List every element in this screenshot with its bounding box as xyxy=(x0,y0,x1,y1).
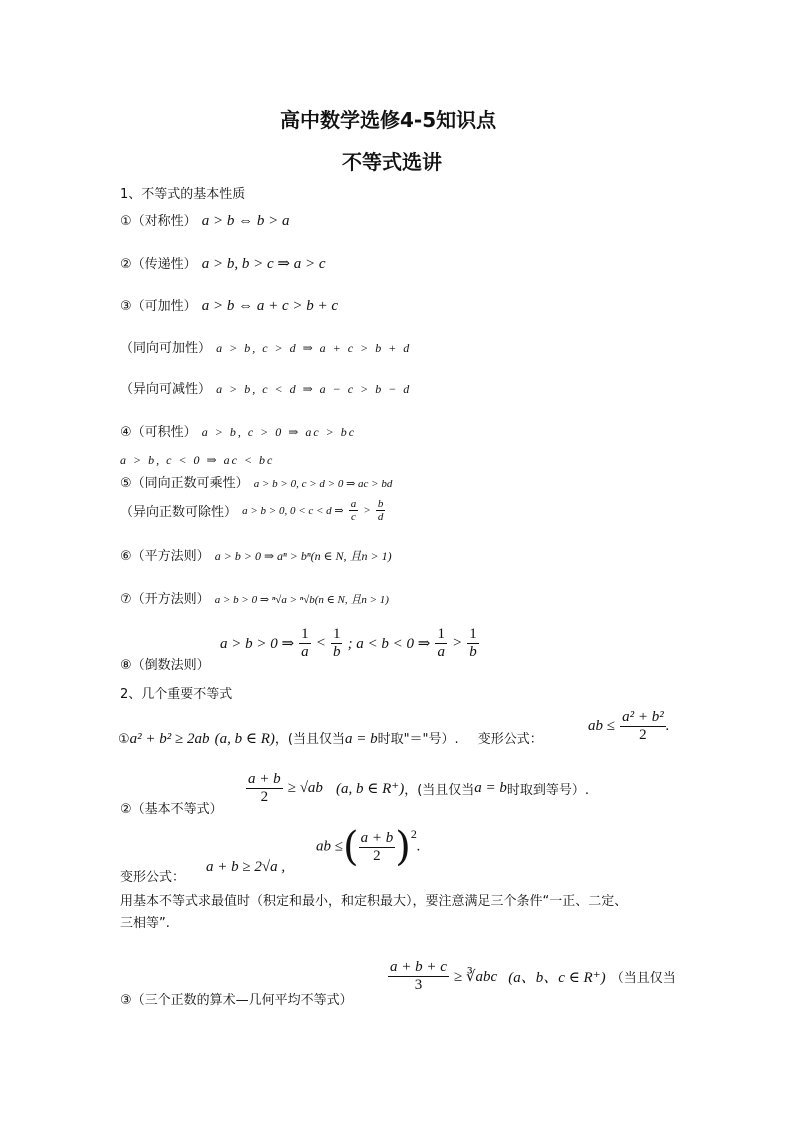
property-negative-multiplier: a > b, c < 0 ⇒ ac < bc xyxy=(120,453,275,467)
inequality-condition-equality: a = b xyxy=(344,731,378,747)
property-additivity xyxy=(120,295,338,315)
inequality-marker: ① xyxy=(118,732,130,747)
fraction-denominator: b xyxy=(469,644,477,660)
property-positive-multiplication xyxy=(120,472,392,491)
property-label: ⑥（平方法则） xyxy=(120,549,210,564)
geometric-mean: ≥ √ab xyxy=(287,780,323,796)
variant-formula-sum: a + b ≥ 2√a , xyxy=(206,859,286,875)
section-1-heading: 1、不等式的基本性质 xyxy=(120,187,246,202)
property-label: ⑤（同向正数可乘性） xyxy=(120,476,249,491)
fraction-numerator: 1 xyxy=(469,626,477,642)
inequality-condition-equality: a = b xyxy=(474,780,507,796)
cube-root-mean: ≥ ∛abc xyxy=(454,969,498,985)
inequality-2-formula xyxy=(246,771,589,806)
fraction-denominator: c xyxy=(351,511,356,523)
fraction-a-over-c xyxy=(349,498,359,523)
reciprocal-formula-part-b: ; a < b < 0 ⇒ xyxy=(347,636,431,652)
property-positive-division xyxy=(120,498,385,523)
fraction-one-over-b xyxy=(331,626,343,661)
page-title: 高中数学选修4-5知识点 xyxy=(280,108,497,132)
inequality-3-formula xyxy=(388,959,676,994)
property-reciprocal-formula xyxy=(220,626,479,661)
fraction-numerator: a + b + c xyxy=(390,959,447,975)
property-root-rule xyxy=(120,588,389,607)
less-than-sign: < xyxy=(315,635,326,651)
period: . xyxy=(665,718,670,734)
greater-than-sign: > xyxy=(452,635,463,651)
inequality-3-label: ③（三个正数的算术—几何平均不等式） xyxy=(120,993,353,1008)
inequality-condition-prefix: ，(当且仅当 xyxy=(274,732,345,747)
mean-fraction xyxy=(246,771,283,806)
fraction-denominator: 3 xyxy=(414,977,423,993)
property-formula: a > b > 0, c > d > 0 ⇒ ac > bd xyxy=(253,478,393,490)
property-label: ⑦（开方法则） xyxy=(120,592,210,607)
note-line-2: 三相等”. xyxy=(120,916,170,931)
right-paren: ) xyxy=(395,824,411,870)
property-formula: a > b > 0 ⇒ aⁿ > bⁿ(n ∈ N, 且n > 1) xyxy=(214,549,392,563)
fraction-one-over-a xyxy=(299,626,311,661)
inequality-1 xyxy=(118,728,543,748)
section-2-heading: 2、几个重要不等式 xyxy=(120,687,233,702)
property-formula: a > b, c < d ⇒ a − c > b − d xyxy=(216,382,412,396)
page-subtitle: 不等式选讲 xyxy=(342,150,442,174)
property-label: （异向可减性） xyxy=(120,382,212,397)
fraction-denominator: d xyxy=(377,511,384,523)
inequality-condition-suffix: 时取"＝"号）. xyxy=(377,732,459,747)
fraction-denominator: a xyxy=(437,644,445,660)
variant-lhs: ab ≤ xyxy=(588,718,615,734)
property-formula-prefix: a > b > 0, 0 < c < d ⇒ xyxy=(242,505,344,517)
property-label: ①（对称性） xyxy=(120,214,197,229)
property-square-rule xyxy=(120,545,392,564)
fraction-numerator: a + b xyxy=(360,829,394,846)
inequality-formula: a² + b² ≥ 2ab xyxy=(129,731,210,747)
property-label-reciprocal: ⑧（倒数法则） xyxy=(120,658,210,673)
fraction-one-over-a xyxy=(435,626,447,661)
exponent: 2 xyxy=(410,827,417,841)
variant-fraction xyxy=(359,830,396,865)
fraction-numerator: a + b xyxy=(248,771,281,787)
fraction-denominator: a xyxy=(301,644,309,660)
fraction-one-over-b xyxy=(467,626,479,661)
property-formula: a > b, c > d ⇒ a + c > b + d xyxy=(216,341,412,355)
property-formula: a > b ⇔ a + c > b + c xyxy=(201,298,339,314)
inequality-domain: (a, b ∈ R) xyxy=(214,731,275,747)
variant-formula-product xyxy=(316,824,421,870)
property-multiplicativity xyxy=(120,421,356,440)
fraction-numerator: 1 xyxy=(301,626,309,642)
fraction-numerator: b xyxy=(377,498,384,510)
inequality-domain: (a、b、c ∈ R⁺) xyxy=(508,970,606,986)
variant-lhs: ab ≤ xyxy=(316,838,343,855)
inequality-domain: (a, b ∈ R⁺) xyxy=(336,781,405,797)
fraction-denominator: 2 xyxy=(373,847,381,864)
property-formula: a > b, b > c ⇒ a > c xyxy=(201,256,326,272)
fraction-numerator: 1 xyxy=(437,626,445,642)
inequality-condition-suffix: 时取到等号）. xyxy=(506,783,590,798)
property-same-direction-addition xyxy=(120,337,411,356)
property-formula: a > b > 0 ⇒ ⁿ√a > ⁿ√b(n ∈ N, 且n > 1) xyxy=(214,594,389,606)
note-line-1: 用基本不等式求最值时（积定和最小，和定积最大），要注意满足三个条件“一正、二定、 xyxy=(120,894,628,909)
inequality-condition-prefix: ，(当且仅当 xyxy=(404,783,475,798)
fraction-denominator: 2 xyxy=(639,727,647,743)
property-label: （同向可加性） xyxy=(120,341,212,356)
property-formula: a > b ⇔ b > a xyxy=(201,213,290,229)
greater-than-sign: > xyxy=(363,504,371,517)
property-label: ②（传递性） xyxy=(120,257,197,272)
property-label: （异向正数可除性） xyxy=(120,505,238,520)
fraction-b-over-d xyxy=(376,498,386,523)
fraction-numerator: 1 xyxy=(332,626,341,642)
fraction-numerator: a xyxy=(350,498,357,510)
property-opposite-direction-subtraction xyxy=(120,378,411,397)
property-label: ③（可加性） xyxy=(120,299,197,314)
property-label: ④（可积性） xyxy=(120,425,197,440)
property-formula: a > b, c > 0 ⇒ ac > bc xyxy=(201,425,357,439)
three-mean-fraction xyxy=(388,959,449,994)
fraction-denominator: 2 xyxy=(260,789,269,805)
variant-formulas-label: 变形公式： xyxy=(120,870,186,885)
reciprocal-formula-part-a: a > b > 0 ⇒ xyxy=(220,636,295,652)
left-paren: ( xyxy=(342,824,359,870)
variant-label: 变形公式： xyxy=(477,732,543,747)
period: . xyxy=(416,838,421,855)
fraction-denominator: b xyxy=(332,644,341,660)
property-symmetry xyxy=(120,210,290,230)
inequality-condition-tail: （当且仅当 xyxy=(610,971,676,986)
inequality-1-variant xyxy=(588,709,669,744)
property-transitivity xyxy=(120,253,326,273)
inequality-2-label: ②（基本不等式） xyxy=(120,802,223,817)
variant-fraction xyxy=(620,709,666,744)
fraction-numerator: a² + b² xyxy=(622,709,664,725)
